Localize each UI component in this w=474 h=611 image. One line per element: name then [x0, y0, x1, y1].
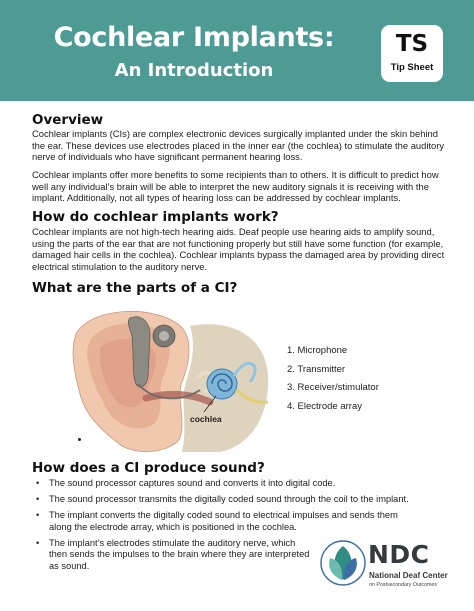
- parts-list-item: 1. Microphone: [287, 345, 348, 356]
- parts-list-item: 2. Transmitter: [287, 363, 346, 375]
- parts-list-item: 3. Receiver/stimulator: [287, 382, 379, 393]
- ndc-tagline: on Postsecondary Outcomes: [369, 582, 438, 588]
- bullet-item: • The implant converts the digitally coded sound to electrical impulses and sends them along the electrode array, which is positioned in the cochlea.: [36, 510, 416, 533]
- overview-paragraph-2: Cochlear implants offer more benefits to some recipients than to others. It is difficult to predict how well any individual’s brain will be able to interpret the new auditory signals it is receiving with the implant. Additionally, not all types of hearing loss can be addressed by cochlear implants.: [32, 169, 439, 204]
- badge-abbr: TS: [395, 31, 429, 57]
- tip-sheet-badge: [381, 25, 443, 82]
- ndc-name: National Deaf Center: [369, 571, 448, 580]
- how-work-paragraph: Cochlear implants are not high-tech hearing aids. Deaf people use hearing aids to amplify sound, using the parts of the ear that are not functioning properly but still have some function (for example, damaged hair cells in the cochlea). Cochlear implants bypass the damaged area by providing direct electrical stimulation to the auditory nerve.: [32, 226, 445, 272]
- bullet-item: • The sound processor transmits the digitally coded sound through the coil to the implant.: [36, 494, 416, 506]
- ndc-logo: [318, 538, 464, 600]
- produce-heading: How does a CI produce sound?: [32, 460, 265, 476]
- parts-list: [287, 345, 379, 419]
- parts-list-item: 4. Electrode array: [287, 400, 362, 412]
- ear-implant-illustration: [70, 306, 270, 456]
- bullet-item: • The sound processor captures sound and converts it into digital code.: [36, 478, 416, 490]
- ndc-abbr: NDC: [368, 540, 430, 569]
- parts-heading: What are the parts of a CI?: [32, 280, 238, 296]
- overview-paragraph-1: Cochlear implants (CIs) are complex electronic devices surgically implanted under the skin behind the ear. These devices use electrodes placed in the inner ear (the cochlea) to stimulate the auditory nerve of individuals who have significant permanent hearing loss.: [32, 128, 445, 163]
- badge-label: Tip Sheet: [390, 62, 434, 73]
- cochlea-label: cochlea: [190, 414, 222, 424]
- page-subtitle: An Introduction: [114, 60, 274, 81]
- ndc-leaf-icon: [320, 540, 366, 586]
- bullet-item: • The implant’s electrodes stimulate the auditory nerve, which then sends the impulses to the brain where they are interpreted as sound.: [36, 538, 311, 573]
- how-work-heading: How do cochlear implants work?: [32, 209, 279, 225]
- overview-heading: Overview: [32, 112, 104, 128]
- page-title: Cochlear Implants:: [53, 22, 335, 53]
- header-banner: [0, 0, 474, 101]
- stray-dot: [78, 438, 81, 441]
